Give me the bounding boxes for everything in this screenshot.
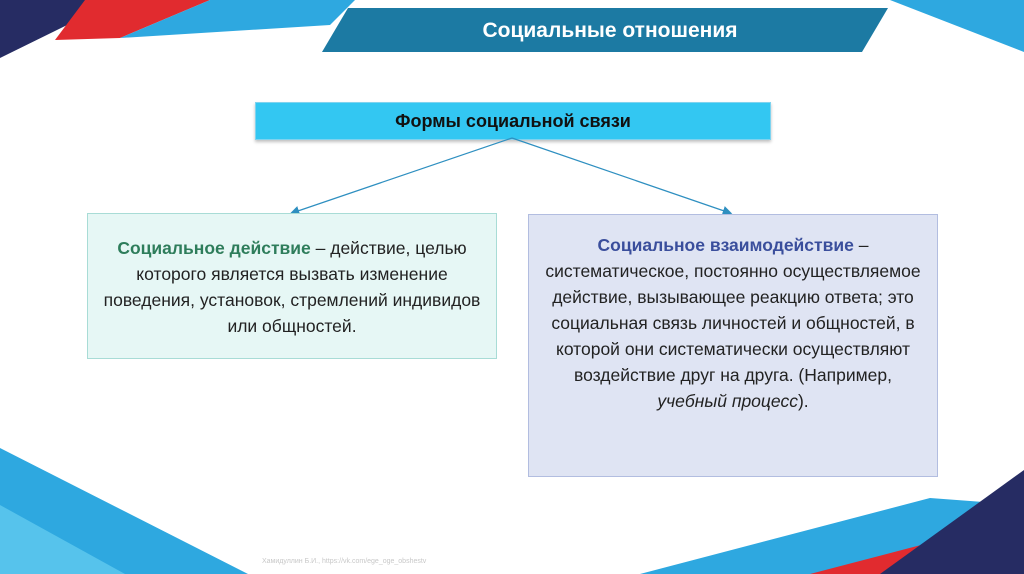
social-action-term: Социальное действие	[117, 238, 311, 258]
social-interaction-closing: ).	[797, 391, 809, 411]
social-interaction-card	[528, 214, 938, 477]
social-interaction-example: учебный процесс	[657, 391, 798, 411]
social-interaction-definition: – систематическое, постоянно осуществляемое действие, вызывающее реакцию ответа; это социальная связь личностей и общностей, в которой они систематически осуществляют воздействие друг на друга. (Например,	[545, 235, 921, 385]
social-action-definition: – действие, целью которого является вызвать изменение поведения, установок, стремлений индивидов или общностей.	[103, 238, 481, 336]
root-node: Формы социальной связи	[255, 102, 771, 140]
footer-credit: Хамидуллин Б.И., https://vk.com/ege_oge_obshestv	[262, 558, 427, 565]
social-action-card	[87, 213, 497, 359]
social-interaction-term: Социальное взаимодействие	[597, 235, 854, 255]
slide-title: Социальные отношения	[482, 19, 738, 42]
